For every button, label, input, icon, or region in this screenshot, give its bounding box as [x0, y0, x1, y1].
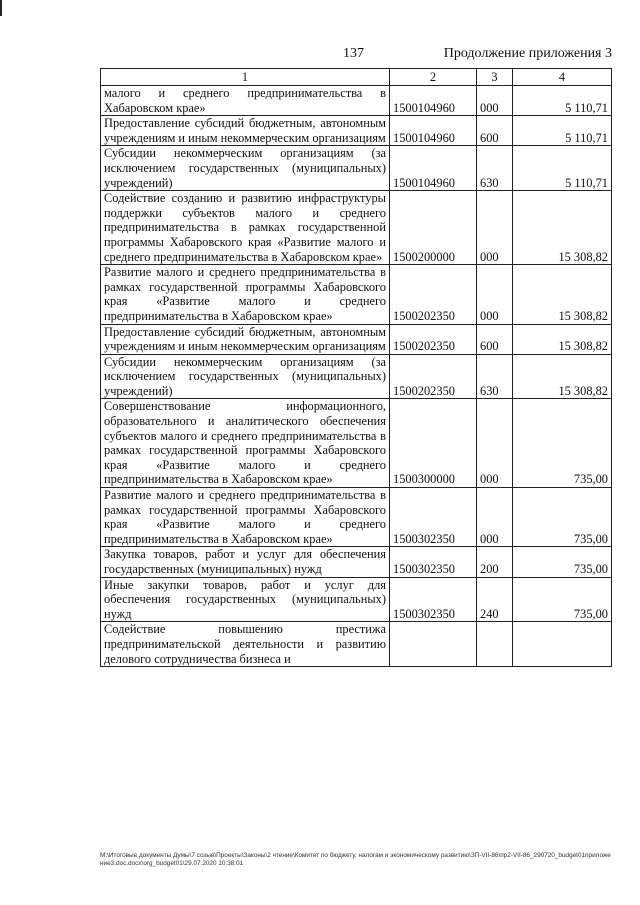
row-name: Содействие повышению престижа предпринимательской деятельности и развитию делового сотрудничества бизнеса и	[101, 622, 390, 667]
row-name: Иные закупки товаров, работ и услуг для обеспечения государственных (муниципальных) нужд	[101, 577, 390, 622]
column-header-amount: 4	[513, 69, 612, 86]
row-code: 1500202350	[390, 354, 477, 399]
page-margin-mark	[0, 0, 2, 16]
row-amount: 15 308,82	[513, 191, 612, 265]
row-code: 1500104960	[390, 116, 477, 146]
row-code: 1500104960	[390, 86, 477, 116]
row-code	[390, 622, 477, 667]
row-name: Развитие малого и среднего предпринимательства в рамках государственной программы Хабаровского края «Развитие малого и среднего предпринимательства в Хабаровском крае»	[101, 265, 390, 324]
document-path-footer: M:\Итоговые документы Думы\7 созыв\Проекты\Законы\2 чтение\Комитет по бюджету, налогам и экономическому развитию\ЗП-VII-86\пр2-VII-86_290720_budget01приложение3.doc.docx\org_budget01\29.07.2020 10:38:01	[100, 852, 611, 867]
row-amount: 15 308,82	[513, 324, 612, 354]
row-amount: 735,00	[513, 399, 612, 488]
row-expense-type: 600	[477, 116, 513, 146]
table-row	[101, 146, 612, 191]
page-number: 137	[343, 46, 364, 61]
row-expense-type: 240	[477, 577, 513, 622]
row-name: Субсидии некоммерческим организациям (за исключением государственных (муниципальных) учреждений)	[101, 146, 390, 191]
row-expense-type	[477, 622, 513, 667]
row-expense-type: 000	[477, 191, 513, 265]
budget-table	[100, 68, 612, 667]
row-code: 1500302350	[390, 577, 477, 622]
table-row	[101, 86, 612, 116]
row-expense-type: 200	[477, 547, 513, 577]
row-amount	[513, 622, 612, 667]
row-expense-type: 000	[477, 488, 513, 547]
row-name: Предоставление субсидий бюджетным, автономным учреждениям и иным некоммерческим организациям	[101, 116, 390, 146]
column-header-expense-type: 3	[477, 69, 513, 86]
row-name: малого и среднего предпринимательства в Хабаровском крае»	[101, 86, 390, 116]
table-row	[101, 622, 612, 667]
row-code: 1500302350	[390, 488, 477, 547]
table-row	[101, 547, 612, 577]
continuation-note: Продолжение приложения 3	[443, 46, 612, 61]
row-expense-type: 000	[477, 399, 513, 488]
row-amount: 735,00	[513, 577, 612, 622]
row-code: 1500200000	[390, 191, 477, 265]
row-amount: 735,00	[513, 547, 612, 577]
row-expense-type: 630	[477, 146, 513, 191]
row-name: Содействие созданию и развитию инфраструктуры поддержки субъектов малого и среднего предпринимательства в рамках государственной программы Хабаровского края «Развитие малого и среднего предпринимательства в Хабаровском крае»	[101, 191, 390, 265]
row-name: Совершенствование информационного, образовательного и аналитического обеспечения субъектов малого и среднего предпринимательства в рамках государственной программы Хабаровского края «Развитие малого и среднего предпринимательства в Хабаровском крае»	[101, 399, 390, 488]
row-code: 1500104960	[390, 146, 477, 191]
row-expense-type: 600	[477, 324, 513, 354]
row-name: Развитие малого и среднего предпринимательства в рамках государственной программы Хабаровского края «Развитие малого и среднего предпринимательства в Хабаровском крае»	[101, 488, 390, 547]
row-expense-type: 000	[477, 265, 513, 324]
row-code: 1500302350	[390, 547, 477, 577]
row-code: 1500202350	[390, 324, 477, 354]
row-amount: 5 110,71	[513, 116, 612, 146]
row-amount: 15 308,82	[513, 354, 612, 399]
column-header-code: 2	[390, 69, 477, 86]
table-row	[101, 488, 612, 547]
row-code: 1500202350	[390, 265, 477, 324]
table-row	[101, 116, 612, 146]
row-name: Субсидии некоммерческим организациям (за исключением государственных (муниципальных) учреждений)	[101, 354, 390, 399]
row-amount: 5 110,71	[513, 146, 612, 191]
row-amount: 15 308,82	[513, 265, 612, 324]
table-row	[101, 399, 612, 488]
table-header-row	[101, 69, 612, 86]
table-row	[101, 354, 612, 399]
row-amount: 735,00	[513, 488, 612, 547]
table-row	[101, 191, 612, 265]
table-row	[101, 265, 612, 324]
row-name: Предоставление субсидий бюджетным, автономным учреждениям и иным некоммерческим организациям	[101, 324, 390, 354]
table-row	[101, 577, 612, 622]
row-amount: 5 110,71	[513, 86, 612, 116]
row-expense-type: 000	[477, 86, 513, 116]
row-expense-type: 630	[477, 354, 513, 399]
table-row	[101, 324, 612, 354]
column-header-name: 1	[101, 69, 390, 86]
row-name: Закупка товаров, работ и услуг для обеспечения государственных (муниципальных) нужд	[101, 547, 390, 577]
row-code: 1500300000	[390, 399, 477, 488]
